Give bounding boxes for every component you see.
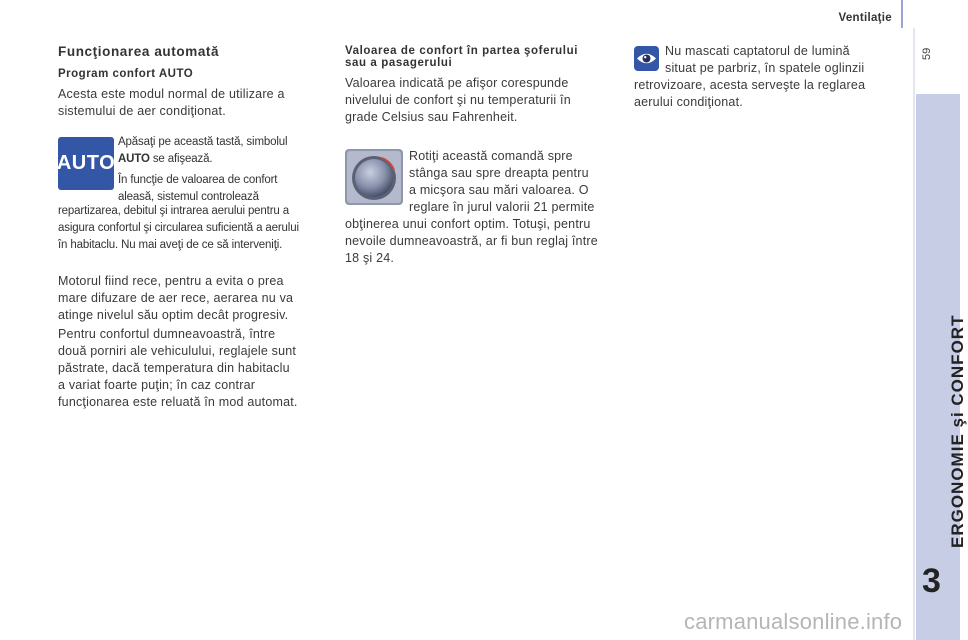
text-line: Pentru confortul dumneavoastră, între	[58, 327, 276, 341]
eye-icon	[634, 46, 659, 71]
watermark: carmanualsonline.info	[684, 609, 903, 634]
heading-line: Valoarea de confort în partea şoferului	[345, 45, 579, 57]
auto-button-icon: AUTO	[58, 137, 114, 190]
text-line: nevoile dumneavoastră, ar fi bun reglaj între	[345, 234, 598, 248]
text-line: a variat foarte puţin; în caz contrar	[58, 378, 256, 392]
chapter-label-wrap	[916, 290, 967, 550]
header-accent-line	[901, 0, 903, 28]
sensor-warning-cont	[634, 77, 894, 111]
sidebar-divider	[913, 28, 915, 640]
text-line: obţinerea unui confort optim. Totuşi, pentru	[345, 217, 591, 231]
text-line: păstrate, dacă temperatura din habitaclu	[58, 361, 290, 375]
text-line: în habitaclu. Nu mai aveţi de ce să interveniţi.	[58, 239, 283, 251]
text-line: a micşora sau mări valoarea. O	[409, 183, 589, 197]
auto-instruction-cont	[58, 203, 333, 254]
heading-line: sau a pasagerului	[345, 57, 453, 69]
text-line	[118, 151, 328, 168]
text-line: aerului condiţionat.	[634, 95, 743, 109]
text-line: grade Celsius sau Fahrenheit.	[345, 110, 518, 124]
auto-bold: AUTO	[118, 153, 150, 165]
text-line: reglare în jurul valorii 21 permite	[409, 200, 595, 214]
text-line: funcţionarea este reluată în mod automat.	[58, 395, 298, 409]
dial-graphic	[345, 149, 403, 205]
eye-graphic	[634, 46, 659, 71]
settings-memory-paragraph	[58, 326, 333, 411]
text-line: 18 şi 24.	[345, 251, 395, 265]
text-line: retrovizoare, acesta serveşte la reglarea	[634, 78, 866, 92]
text-line: aleasă, sistemul controlează	[118, 191, 259, 203]
chapter-number: 3	[922, 562, 941, 600]
text-line: repartizarea, debitul şi intrarea aerului pentru a	[58, 205, 289, 217]
page-number: 59	[921, 47, 933, 60]
text-line: stânga sau spre dreapta pentru	[409, 166, 589, 180]
section-heading: Funcţionarea automată	[58, 44, 220, 59]
subsection-heading: Program confort AUTO	[58, 68, 194, 80]
sensor-warning	[665, 43, 885, 77]
text-line: Motorul fiind rece, pentru a evita o prea	[58, 274, 284, 288]
text-line: Apăsaţi pe această tastă, simbolul	[118, 136, 288, 148]
cold-engine-paragraph	[58, 273, 328, 324]
text-line: Nu mascati captatorul de lumină	[665, 44, 850, 58]
comfort-value-heading	[345, 45, 615, 69]
text-line: Acesta este modul normal de utilizare a	[58, 87, 285, 101]
dial-instruction-cont	[345, 216, 625, 267]
dial-instruction	[409, 148, 619, 216]
text-line: situat pe parbriz, în spatele oglinzii	[665, 61, 865, 75]
chapter-label: ERGONOMIE şi CONFORT	[948, 314, 967, 548]
text-line: mare difuzare de aer rece, aerarea nu va	[58, 291, 294, 305]
text-line: În funcţie de valoarea de confort	[118, 174, 278, 186]
text-line: sistemului de aer condiţionat.	[58, 104, 226, 118]
section-title: Ventilaţie	[838, 12, 892, 24]
text-line: două porniri ale vehiculului, reglajele sunt	[58, 344, 297, 358]
comfort-value-paragraph	[345, 75, 615, 126]
text-line: nivelului de confort şi nu temperaturii în	[345, 93, 571, 107]
temperature-dial-icon	[345, 149, 403, 205]
auto-instruction	[118, 134, 328, 206]
text-line: atinge nivelul său optim decât progresiv.	[58, 308, 289, 322]
intro-paragraph	[58, 86, 328, 120]
text-line: Rotiţi această comandă spre	[409, 149, 573, 163]
text-line: Valoarea indicată pe afişor corespunde	[345, 76, 569, 90]
text-span: se afişează.	[149, 153, 213, 165]
text-line: asigura confortul şi circularea suficientă a aerului	[58, 222, 299, 234]
